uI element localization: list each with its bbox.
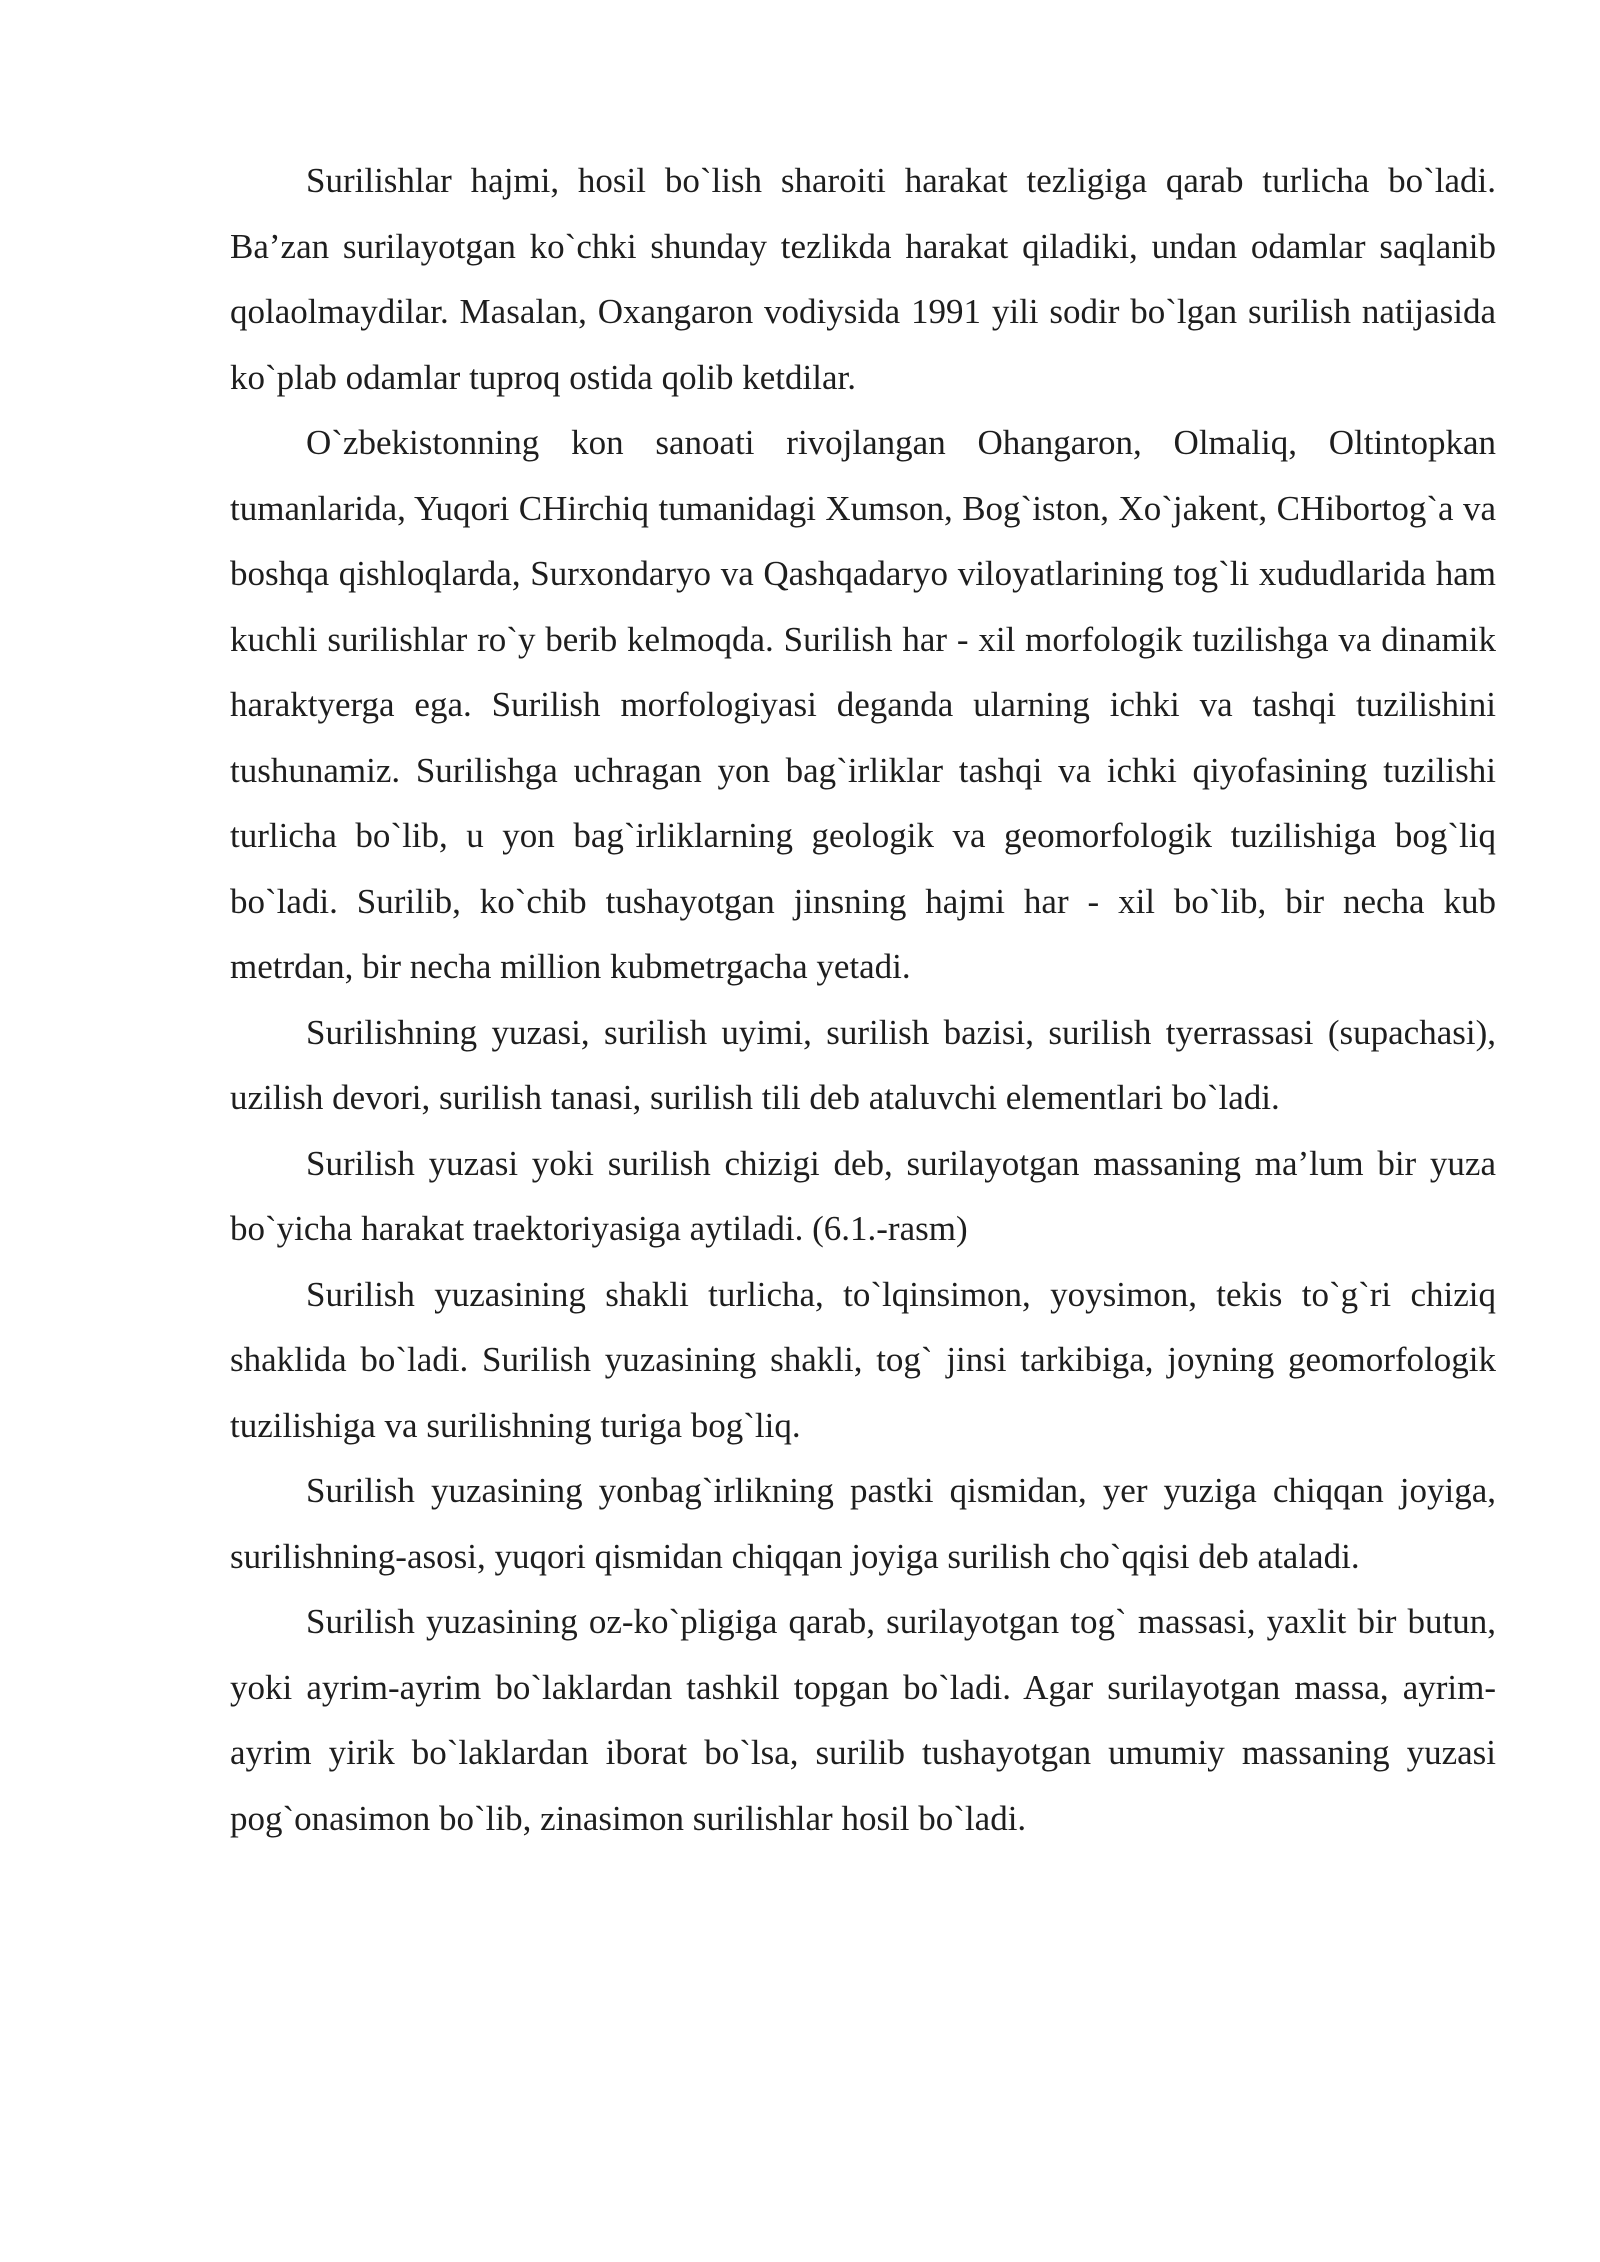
paragraph: Surilish yuzasi yoki surilish chizigi deb, surilayotgan massaning ma’lum bir yuza bo`yicha harakat traektoriyasiga aytiladi. (6.1.-rasm) bbox=[230, 1143, 1496, 1248]
paragraph: Surilishning yuzasi, surilish uyimi, surilish bazisi, surilish tyerrassasi (supachasi), uzilish devori, surilish tanasi, surilish tili deb ataluvchi elementlari bo`ladi. bbox=[230, 1012, 1496, 1117]
paragraph: Surilishlar hajmi, hosil bo`lish sharoiti harakat tezligiga qarab turlicha bo`ladi. Ba’zan surilayotgan ko`chki shunday tezlikda harakat qiladiki, undan odamlar saqlanib qolaolmaydilar. Masalan, Oxangaron vodiysida 1991 yili sodir bo`lgan surilish natijasida ko`plab odamlar tuproq ostida qolib ketdilar. bbox=[230, 161, 1496, 397]
paragraph: Surilish yuzasining yonbag`irlikning pastki qismidan, yer yuziga chiqqan joyiga, surilishning-asosi, yuqori qismidan chiqqan joyiga surilish cho`qqisi deb ataladi. bbox=[230, 1471, 1496, 1576]
document-page bbox=[230, 148, 1496, 1851]
paragraph: Surilish yuzasining shakli turlicha, to`lqinsimon, yoysimon, tekis to`g`ri chiziq shaklida bo`ladi. Surilish yuzasining shakli, tog` jinsi tarkibiga, joyning geomorfologik tuzilishiga va surilishning turiga bog`liq. bbox=[230, 1274, 1496, 1445]
paragraph: O`zbekistonning kon sanoati rivojlangan Ohangaron, Olmaliq, Oltintopkan tumanlarida, Yuqori CHirchiq tumanidagi Xumson, Bog`iston, Xo`jakent, CHibortog`a va boshqa qishloqlarda, Surxondaryo va Qashqadaryo viloyatlarining tog`li xududlarida ham kuchli surilishlar ro`y berib kelmoqda. Surilish har - xil morfologik tuzilishga va dinamik haraktyerga ega. Surilish morfologiyasi deganda ularning ichki va tashqi tuzilishini tushunamiz. Surilishga uchragan yon bag`irliklar tashqi va ichki qiyofasining tuzilishi turlicha bo`lib, u yon bag`irliklarning geologik va geomorfologik tuzilishiga bog`liq bo`ladi. Surilib, ko`chib tushayotgan jinsning hajmi har - xil bo`lib, bir necha kub metrdan, bir necha million kubmetrgacha yetadi. bbox=[230, 423, 1496, 986]
paragraph: Surilish yuzasining oz-ko`pligiga qarab, surilayotgan tog` massasi, yaxlit bir butun, yoki ayrim-ayrim bo`laklardan tashkil topgan bo`ladi. Agar surilayotgan massa, ayrim-ayrim yirik bo`laklardan iborat bo`lsa, surilib tushayotgan umumiy massaning yuzasi pog`onasimon bo`lib, zinasimon surilishlar hosil bo`ladi. bbox=[230, 1602, 1496, 1838]
